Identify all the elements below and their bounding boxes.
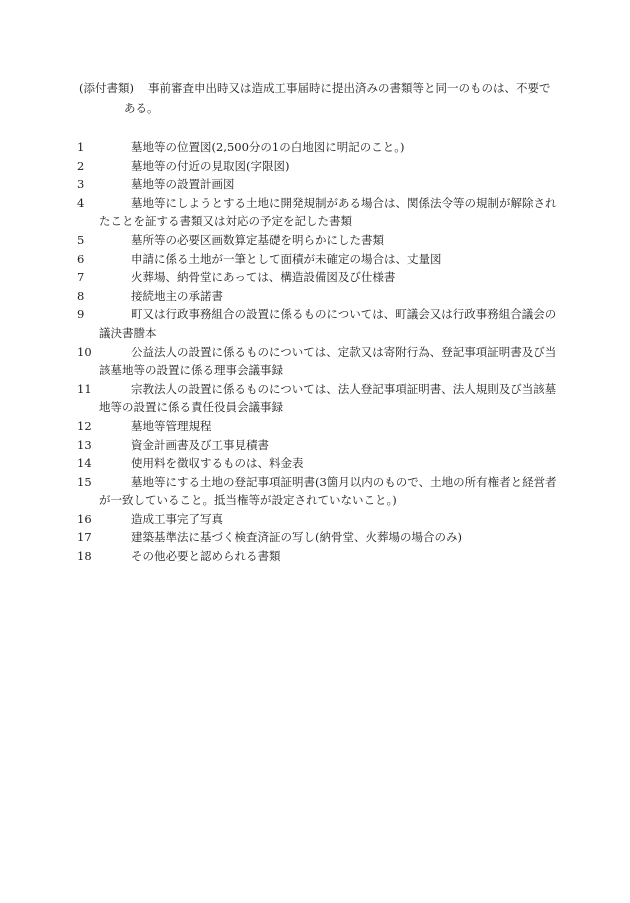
item-number: 17 [77,530,92,545]
item-text: その他必要と認められる書類 [131,549,281,564]
item-number: 4 [77,195,85,210]
item-text: 宗教法人の設置に係るものについては、法人登記事項証明書、法人規則及び当該墓地等の設置に係る責任役員会議事録 [99,381,557,415]
attachment-note-label: (添付書類) [79,81,134,95]
attachment-note-text-line1: 事前審査申出時又は造成工事届時に提出済みの書類等と同一のものは、不要で [148,81,551,95]
list-item [77,138,559,157]
list-item [77,157,559,176]
list-item [77,268,559,287]
item-text: 墓所等の必要区画数算定基礎を明らかにした書類 [131,232,384,247]
item-text: 公益法人の設置に係るものについては、定款又は寄附行為、登記事項証明書及び当該墓地等の設置に係る理事会議事録 [99,344,557,378]
item-number: 2 [77,158,85,173]
item-text: 申請に係る土地が一筆として面積が未確定の場合は、丈量図 [131,251,442,266]
item-text: 資金計画書及び工事見積書 [131,437,269,452]
list-item [77,547,559,566]
item-text: 墓地等の設置計画図 [131,177,235,192]
list-item [77,473,559,510]
required-documents-list [77,138,559,566]
list-item [77,231,559,250]
item-number: 10 [77,344,92,359]
item-number: 6 [77,251,85,266]
attachment-note-text [124,78,559,118]
list-item [77,380,559,417]
list-item [77,250,559,269]
list-item [77,528,559,547]
item-number: 12 [77,418,92,433]
item-number: 11 [77,381,92,396]
item-text: 町又は行政事務組合の設置に係るものについては、町議会又は行政事務組合議会の議決書謄本 [99,307,557,340]
list-item [77,454,559,473]
item-text: 墓地等にする土地の登記事項証明書(3箇月以内のもので、土地の所有権者と経営者が一致していること。抵当権等が設定されていないこと。) [99,474,557,508]
item-text: 墓地等管理規程 [131,418,212,433]
item-text: 火葬場、納骨堂にあっては、構造設備図及び仕様書 [131,270,396,285]
item-text: 使用料を徴収するものは、料金表 [131,456,304,471]
attachment-note [79,78,559,118]
list-item [77,436,559,455]
item-number: 16 [77,511,92,526]
item-number: 8 [77,288,85,303]
item-number: 3 [77,177,85,192]
list-item [77,305,559,342]
item-number: 14 [77,456,92,471]
list-item [77,194,559,231]
list-item [77,510,559,529]
item-number: 1 [77,140,85,154]
list-item [77,417,559,436]
item-text: 墓地等の付近の見取図(字限図) [131,158,290,173]
item-text: 造成工事完了写真 [131,511,223,526]
item-number: 9 [77,307,85,322]
list-item [77,175,559,194]
item-text: 接続地主の承諾書 [131,288,223,303]
list-item [77,287,559,306]
item-text: 建築基準法に基づく検査済証の写し(納骨堂、火葬場の場合のみ) [131,530,462,545]
item-text: 墓地等の位置図(2,500分の1の白地図に明記のこと。) [131,140,405,154]
item-number: 7 [77,270,85,285]
item-number: 15 [77,474,92,489]
item-number: 13 [77,437,92,452]
item-number: 5 [77,232,85,247]
item-number: 18 [77,549,92,564]
attachment-note-text-line2: ある。 [124,101,159,115]
list-item [77,343,559,380]
item-text: 墓地等にしようとする土地に開発規制がある場合は、関係法令等の規制が解除されたことを証する書類又は対応の予定を記した書類 [99,195,557,229]
